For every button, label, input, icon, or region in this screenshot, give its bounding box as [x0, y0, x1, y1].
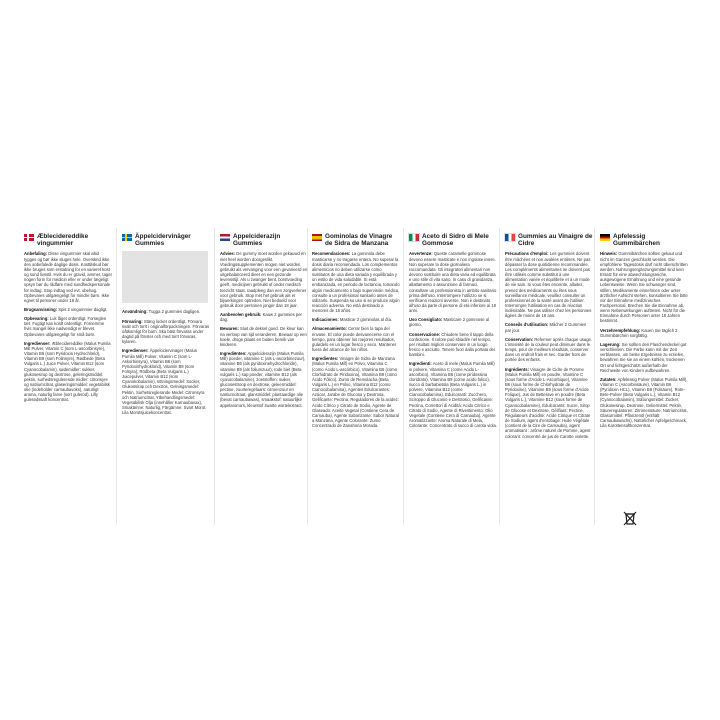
column-header — [312, 233, 400, 247]
paragraph-text: Gummibärchen sollten gekaut und nicht im Ganzen geschluckt werden. Die empfohlene Tagesdosis darf nicht überschritten werden. Nahrungsergänzungsmittel sind kein Ersatz für eine abwechslungsreiche, ausgewogene Ernährung und eine gesunde Lebensweise. Wenn Sie schwanger sind, stillen, Medikamente einnehmen oder unter ärztlicher Aufsicht stehen, konsultieren Sie bitte vor der Einnahme medizinisches Fachpersonal. Brechen Sie die Einnahme ab, wenn Nebenwirkungen auftreten. Nicht für die Einnahme durch Personen unter 18 Jahren bestimmt. — [600, 251, 688, 324]
netherlands-flag-icon — [220, 234, 230, 241]
label-text — [505, 251, 593, 438]
product-title: Gummies au Vinaigre de Cidre — [518, 233, 593, 248]
label-column-danish — [24, 233, 112, 407]
label-paragraph — [409, 251, 497, 313]
paragraph-heading: Bewaren: — [220, 326, 239, 332]
paragraph-text: La gominola debe masticarse y no tragarse entera. No superar la dosis diaria recomendada. Los complementos alimenticios no deben utilizarse como sustitutos de una dieta variada y equilibrada y un estilo de vida saludable. Si está embarazada, en periodo de lactancia, tomando algún medicamento o bajo supervisión médica, consulte a un profesional sanitario antes de utilizarlo. Suspenda su uso si se produce algún reacción adversa. No está destinado a menores de 18 años. — [312, 251, 400, 314]
paragraph-text: Mâcher 2 Gummies par jour. — [505, 322, 587, 333]
paragraph-heading: Conservazione: — [409, 331, 441, 337]
paragraph-text: Cerrar bien la tapa del envase. El color puede desvanecerse con el tiempo, para obtener los mejores resultados, guárdelo en un lugar fresco y seco. Mantener fuera del alcance de los niños. — [312, 326, 397, 353]
column-header — [505, 233, 593, 247]
label-paragraph — [600, 342, 688, 373]
paragraph-heading: Uso Consigliato: — [409, 317, 443, 323]
label-paragraph — [600, 377, 688, 429]
label-paragraph — [220, 351, 308, 408]
paragraph-text: Sluit de deksel goed. De kleur kan na verloop van tijd veranderen. Bewaar op een koele, droge plaats en buiten bereik van kinderen. — [220, 326, 307, 347]
paragraph-heading: Conservation: — [505, 336, 534, 342]
germany-flag-icon — [600, 234, 610, 241]
column-header — [409, 233, 497, 247]
label-text — [220, 251, 308, 407]
paragraph-text: Tugga 2 gummies dagligen. — [147, 309, 201, 315]
paragraph-heading: Précautions d'emploi: — [505, 251, 549, 257]
column-divider — [116, 228, 117, 525]
label-paragraph — [220, 251, 308, 308]
label-text — [312, 251, 400, 428]
paragraph-heading: Opbevaring: — [24, 316, 49, 322]
label-paragraph — [505, 322, 593, 332]
label-text — [409, 251, 497, 428]
paragraph-heading: Ingredientes: — [312, 356, 339, 362]
label-paragraph — [220, 312, 308, 322]
label-paragraph — [312, 317, 400, 322]
product-title: Appelciderazijn Gummies — [233, 233, 281, 248]
label-paragraph — [505, 337, 593, 363]
paragraph-heading: Ingredienser: — [122, 348, 149, 354]
paragraph-heading: Ingredienti: — [409, 361, 432, 367]
paragraph-text: Sie sollten den Flaschendeckel gut verschließen. Die Farbe kann mit der Zeit verblassen, um beste Ergebnisse zu erzielen, bewahren Sie sie an einem kühlen, trockenen Ort und lichtgeschützt außerhalb der Reichweite von Kindern aufbewahren. — [600, 341, 687, 373]
paragraph-text: Stäng locket ordentligt. Förvara svalt och torrt i originalförpackningen. Förvaras oåtkomligt för barn. Ska bäst förvaras under dagtid på fönster och med torrt förvaras, kylaren. — [122, 318, 210, 345]
column-divider — [214, 228, 215, 525]
paragraph-text: Queste caramelle gommose devono essere masticate e non ingoiate intere. Non superare la dose giornaliera raccomandata. Gli integratori alimentari non devono sostituire una dieta varia ed equilibrata e uno stile di vita sano. In caso di gravidanza, allattamento o assunzione di farmaci, consultare un professionista in ambito sanitario prima dell'uso. Interrompere l'utilizzo se si verificano reazioni avverse. Non è destinato all'uso da parte di persone di età inferiore ai 18 anni. — [409, 251, 497, 314]
label-paragraph — [312, 356, 400, 428]
label-paragraph — [505, 251, 593, 318]
paragraph-text: Æblecidereddike (Malus Pumila Mill Pulver, Vitamin C (som L-ascorbinsyre), Vitamin B6 (som Pyridoxin Hydrochlorid), Vitamin B9 (som Folinsyre), Rødbede (Beta Vulgaris L.) Juice Pulver, Vitamin B12 (som Cyanocobalamin), sødemidler: sukker, glukosesirup og dextrose, geleringsmiddel: pektin, surhedsregulerende midler: citronsyre og natriumcitrat, glaseringsmiddel: vegetabilsk olie (indeholder carnaubavoks), naturligt aroma, naturlig farve (sort gulerod). Lilly gulerødssaft koncentrat. — [24, 340, 111, 403]
label-column-italian — [409, 233, 497, 432]
paragraph-text: Kauw 2 gummies per dag. — [220, 312, 302, 323]
paragraph-heading: Användning: — [122, 309, 148, 315]
recycle-bin-icon — [622, 510, 638, 526]
product-title: Äppelcidervinäger Gummies — [135, 233, 191, 248]
paragraph-text: Vinaigre de Cidre de Pomme (Malus Pumila Mill) en poudre, Vitamine C (sous forme d'Acide L-Ascorbique), Vitamine B6 (sous forme de Chlorhydrate de Pyridoxine), Vitamine B9 (sous forme d'Acide Folique), Jus de Betterave en poudre (Beta Vulgaris L.), Vitamine B12 (sous forme de Cyanocobalamine), Édulcorants: Sucre, Sirop de Glucose et Dextrose, Gélifiant: Pectine, Régulateurs d'acidité: Acide Citrique et Citrate de Sodium, agent d'enrobage: Huile Végétale (contient de la Cire de Carnauba), agent aromatisant : arôme naturel de Pomme, agent colorant: concentré de jus de Carotte violette. — [505, 366, 591, 439]
paragraph-text: Refermer après chaque usage. L'intensité de la couleur peut diminuer dans le temps, pour de meilleurs résultats, conserver dans un endroit frais et sec. Garder hors de portée des enfants. — [505, 336, 593, 363]
paragraph-text: Spis 2 vingummier dagligt. — [57, 306, 108, 312]
paragraph-heading: Recomendaciones: — [312, 251, 351, 257]
label-paragraph — [409, 361, 497, 428]
paragraph-heading: Ingrédients: — [505, 366, 529, 372]
label-paragraph — [312, 251, 400, 313]
label-column-dutch — [220, 233, 308, 412]
label-paragraph — [24, 316, 112, 337]
label-text — [122, 251, 210, 415]
label-column-spanish — [312, 233, 400, 432]
paragraph-text: Les gummies doivent être mâchées et non avalées entières. Ne pas dépasser la dose quotidienne recommandée. Les compléments alimentaires ne doivent pas être utilisés comme substitut à une alimentation variée et équilibrée et à un mode de vie sain. Si vous êtes enceinte, allaitez, prenez des médicaments ou êtes sous surveillance médicale, veuillez consulter un professionnel de la santé avant de l'utiliser. Interrompre l'utilisation en cas de réaction indésirable. Ne pas utiliser chez les personnes âgées de moins de 18 ans. — [505, 251, 592, 319]
product-title: Apfelessig Gummibärchen — [613, 233, 660, 248]
label-paragraph — [122, 309, 210, 314]
label-paragraph — [220, 326, 308, 347]
label-paragraph — [122, 319, 210, 345]
paragraph-heading: Ingrediënten: — [220, 351, 247, 357]
column-header — [122, 233, 210, 247]
column-divider — [499, 228, 500, 525]
product-title: Gominolas de Vinagre de Sidra de Manzana — [325, 233, 393, 248]
paragraph-text: Masticar 2 gominolas al día. — [338, 317, 393, 323]
paragraph-heading: Hinweis: — [600, 251, 618, 257]
label-paragraph — [24, 251, 112, 303]
paragraph-text: De gummy moet worden gekauwd en niet heel worden doorgeslikt. Voedingssupplementen mogen niet worden gebruikt als vervanging voor een gevarieerd en uitgebalanceerd dieet en een gezonde levensstijl. Als u zwanger bent, borstvoeding geeft, medicijnen gebruikt of onder medisch toezicht staat, raadpleeg dan een zorgverlener voor gebruik. Stop met het gebruik als er bijwerkingen optreden. Niet bedoeld voor gebruik door personen jonger dan 18 jaar. — [220, 251, 308, 308]
paragraph-text: Aceto di mele (Malus Pumila Mill) in polvere, Vitamina C (come Acido L-ascorbico), Vitamina B6 (come piridossina cloridrato), Vitamina B9 (come acido folico), succo di barbabietola (Beta Vulgaris L.) in polvere, Vitamina B12 (come Cianocobalamina), Edulcoranti: Zucchero, Sciroppo di Glucosio e Destrosio, Gelificante: Pectina, Correttori di Acidità: Acido Citrico e Citrato di Sodio, Agente di Rivestimento: Olio Vegetale (Contiene Cera di Carnauba), Agente Aromatizzante: Aroma Naturale di Mela, Colorante: Concentrato di succo di carota viola. — [409, 361, 497, 429]
paragraph-heading: Förvaring: — [122, 318, 143, 324]
paragraph-text: Kauen Sie täglich 2 Gummibärchen sorgfältig. — [600, 327, 678, 338]
paragraph-heading: Almacenamiento: — [312, 326, 347, 332]
paragraph-heading: Anbefaling: — [24, 251, 48, 257]
label-paragraph — [24, 307, 112, 312]
paragraph-heading: Indicaciones: — [312, 317, 339, 323]
label-paragraph — [409, 332, 497, 358]
denmark-flag-icon — [24, 234, 34, 241]
column-divider — [594, 228, 595, 525]
label-paragraph — [312, 326, 400, 352]
column-header — [220, 233, 308, 247]
column-divider — [403, 228, 404, 525]
product-photo-placeholder — [122, 251, 208, 303]
paragraph-text: Vinagre de Sidra de Manzana (Malus Pumila Mill) en Polvo, Vitamina C (como Ácido L-ascórbico), Vitamina B6 (como Clorhidrato de Piridoxina), Vitamina B9 (como Ácido Fólico), Zumo de Remolacha (Beta Vulgaris L.) en Polvo, Vitamina B12 (como Cianocobalamina), Agentes Edulcorantes: Azúcar, Jarabe de Glucosa y Dextrosa, Gelificante: Pectina, Reguladores de la acidez: Ácido Cítrico y Citrato de Sodio, Agente de Glaseado: Aceite Vegetal (Contiene Cera de Carnauba), Agente Saborizante: Sabor Natural a Manzana, Agente Colorante: Zumo Concentrado de Zanahoria Morada. — [312, 356, 399, 429]
label-paragraph — [122, 348, 210, 415]
spain-flag-icon — [312, 234, 322, 241]
paragraph-text: Chiudere bene il tappo della confezione. Il colore può sbiadire nel tempo, per risultati migliori conservare in un luogo fresco e asciutto. Tenere fuori dalla portata dei bambini. — [409, 331, 495, 358]
label-paragraph — [600, 328, 688, 338]
label-text — [24, 251, 112, 402]
label-text — [600, 251, 688, 428]
paragraph-heading: Conseils d'utilisation: — [505, 322, 549, 328]
paragraph-heading: Ingredienser: — [24, 340, 51, 346]
product-title: Æblecidereddike vingummier — [37, 233, 89, 248]
label-column-french — [505, 233, 593, 443]
paragraph-heading: Avvertenze: — [409, 251, 433, 257]
label-paragraph — [600, 251, 688, 323]
column-header — [600, 233, 688, 247]
label-column-german — [600, 233, 688, 432]
paragraph-heading: Zutaten: — [600, 376, 617, 382]
sweden-flag-icon — [122, 234, 132, 241]
column-header — [24, 233, 112, 247]
paragraph-text: Luk låget ordentligt. Forsegles tæt. Fugtigt kan koldt ordentligt. Fornemme hvis mangel ikke nødvendigt er blevet. Opbevares utilgængeligt for små børn. — [24, 316, 106, 337]
paragraph-text: Appelciderazijn (Malus Pumila Mill) poeder, vitamine C (als L-ascorbinezuur), vitamine B6 (als pyridoxinehydrochloride), vitamine B9 (als foliumzuur), rode biet (Beta vulgaris L.) sap poeder, vitamine B12 (als cyanocobalamine), zoetstoffen: suiker, glucosestroop en dextrose, geleermiddel: pectine, zuurteregelaars: citroenzuur en natriumcitraat, glansmiddel: plantaardige olie (bevat carnaubawas), smaakstof: natuurlijke appelaroma's, kleurstof zwarte wortelextract. — [220, 351, 306, 408]
label-paragraph — [409, 317, 497, 327]
paragraph-text: Masticare 2 gommose al giorno. — [409, 317, 490, 328]
product-title: Aceto di Sidro di Mele Gommose — [422, 233, 489, 248]
paragraph-heading: Advies: — [220, 251, 236, 257]
label-paragraph — [24, 341, 112, 403]
paragraph-heading: Lagerung: — [600, 341, 621, 347]
paragraph-heading: Verzehrempfehlung: — [600, 327, 641, 333]
paragraph-text: Äppelcidervinäger (Malus Pumila Mill) Pulver, Vitamin C (som L-Askorbinsyra), Vitamin B6 (som Pyridoxinhydroklorid), Vitamin B9 (som Folsyra), Rödbeta (Beta Vulgaris L.) Juicepulver, Vitamin B12 (som Cyanokobalamin), sötningsmedel: Socker, Glukossirap och Dextros, Gelningsmedel: Pektin, Surhetsreglerande Medel: Citronsyra och Natriumcitrat, Ytbehandlingsmedel: Vegetabilisk Olja (innehåller Karnaubavax), Smakämne: Naturlig, Färgämne: Svart Morot. Lila Morotsjuicekoncentrat. — [122, 348, 207, 416]
label-column-swedish — [122, 233, 210, 419]
label-paragraph — [505, 367, 593, 439]
france-flag-icon — [505, 234, 515, 241]
paragraph-heading: Brugsanvisning: — [24, 306, 58, 312]
italy-flag-icon — [409, 234, 419, 241]
paragraph-text: Disse vingummier skal altid tygges og bør ikke sluges hele. Overskrid ikke den anbefalede daglige dosis. Kosttilskud bør ikke bruges som erstatning for en varieret kost og sund livsstil. Hvis du er gravid, ammer, tager nogen form for medicin eller er under lægeligt opsyn bør du rådføre med sundhedspersonale for indtag. Stop indtag ved evt. ubehag. Opbevares utilgængeligt for mindre børn. Ikke egnet til personer under 18 år. — [24, 251, 112, 303]
paragraph-text: Apfelessig Pulver (Malus Pumila Mill), Vitamin C (Ascorbinsäure), Vitamin B6 (Pyridoxin HCL), Vitamin B9 (Folsäure), Rote-Bete-Pulver (Beta Vulgaris L.), Vitamin B12 (Cyanocobalamin), Süßungsmittel: Zucker, Glukosesirup, Dextrose, Geliermittel: Pektin, Säureregulatoren: Zitronensäure, Natriumcitrat, Glasurmittel: Pflanzenöl (enthält Carnaubawachs), Natürlicher Apfelgeschmack, Lila Karottensaftkonzentrat. — [600, 376, 688, 429]
paragraph-heading: Aanbevolen gebruik: — [220, 312, 262, 318]
